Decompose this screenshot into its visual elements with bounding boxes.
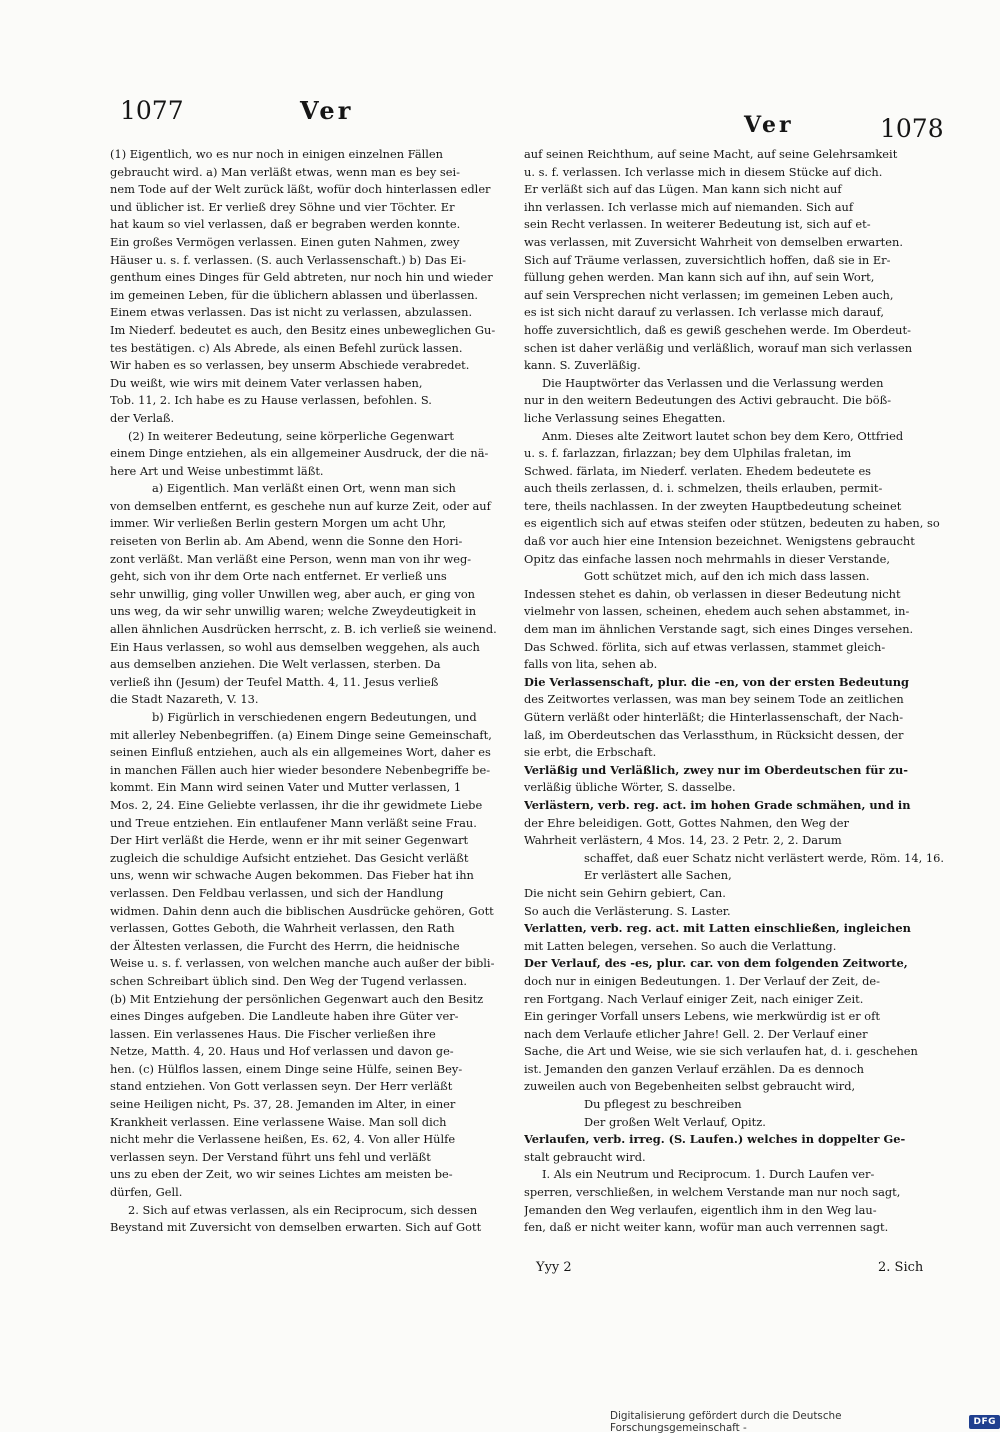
- text-line: mit allerley Nebenbegriffen. (a) Einem Dinge seine Gemeinschaft,: [110, 727, 492, 742]
- text-line: immer. Wir verließen Berlin gestern Morgen um acht Uhr,: [110, 516, 447, 531]
- text-line: Wir haben es so verlassen, bey unserm Abschiede verabredet.: [110, 358, 470, 373]
- text-line: hoffe zuversichtlich, daß es gewiß geschehen werde. Im Oberdeut-: [524, 322, 911, 337]
- text-line: Verlatten, verb. reg. act. mit Latten einschließen, ingleichen: [524, 921, 911, 936]
- left-column: [110, 146, 526, 1237]
- text-line: nicht mehr die Verlassene heißen, Es. 62, 4. Von aller Hülfe: [110, 1132, 456, 1147]
- text-line: Im Niederf. bedeutet es auch, den Besitz eines unbeweglichen Gu-: [110, 322, 496, 337]
- text-line: ihn verlassen. Ich verlasse mich auf niemanden. Sich auf: [524, 199, 854, 214]
- text-line: lassen. Ein verlassenes Haus. Die Fischer verließen ihre: [110, 1026, 436, 1041]
- catchword: 2. Sich: [878, 1260, 924, 1275]
- text-line: Ein großes Vermögen verlassen. Einen guten Nahmen, zwey: [110, 234, 460, 249]
- text-line: reiseten von Berlin ab. Am Abend, wenn die Sonne den Hori-: [110, 534, 463, 549]
- text-line: auf sein Versprechen nicht verlassen; im gemeinen Leben auch,: [524, 287, 894, 302]
- text-line: Er verläßt sich auf das Lügen. Man kann sich nicht auf: [524, 182, 842, 197]
- text-line: sie erbt, die Erbschaft.: [524, 745, 657, 760]
- text-line: hen. (c) Hülflos lassen, einem Dinge seine Hülfe, seinen Bey-: [110, 1061, 463, 1076]
- text-line: ist. Jemanden den ganzen Verlauf erzählen. Da es dennoch: [524, 1061, 864, 1076]
- text-line: seine Heiligen nicht, Ps. 37, 28. Jemanden im Alter, in einer: [110, 1097, 456, 1112]
- text-line: Der Verlauf, des -es, plur. car. von dem folgenden Zeitworte,: [524, 956, 908, 971]
- text-line: aus demselben anziehen. Die Welt verlassen, sterben. Da: [110, 657, 441, 672]
- text-line: und Treue entziehen. Ein entlaufener Mann verläßt seine Frau.: [110, 815, 477, 830]
- text-line: und üblicher ist. Er verließ drey Söhne und vier Töchter. Er: [110, 199, 455, 214]
- text-line: 2. Sich auf etwas verlassen, als ein Reciprocum, sich dessen: [128, 1202, 478, 1217]
- text-line: stand entziehen. Von Gott verlassen seyn. Der Herr verläßt: [110, 1079, 453, 1094]
- text-line: uns, wenn wir schwache Augen bekommen. Das Fieber hat ihn: [110, 868, 474, 883]
- text-line: Gott schützet mich, auf den ich mich dass lassen.: [584, 569, 870, 584]
- text-line: (1) Eigentlich, wo es nur noch in einigen einzelnen Fällen: [110, 147, 443, 161]
- text-line: eines Dinges aufgeben. Die Landleute haben ihre Güter ver-: [110, 1009, 459, 1024]
- running-head-right: Ver: [744, 112, 794, 138]
- text-line: Ein geringer Vorfall unsers Lebens, wie merkwürdig ist er oft: [524, 1009, 880, 1024]
- text-line: es ist sich nicht darauf zu verlassen. Ich verlasse mich darauf,: [524, 305, 884, 320]
- text-line: Anm. Dieses alte Zeitwort lautet schon bey dem Kero, Ottfried: [542, 428, 904, 443]
- text-line: doch nur in einigen Bedeutungen. 1. Der Verlauf der Zeit, de-: [524, 973, 881, 988]
- text-line: auch theils zerlassen, d. i. schmelzen, theils erlauben, permit-: [524, 481, 883, 496]
- text-line: ren Fortgang. Nach Verlauf einiger Zeit, nach einiger Zeit.: [524, 991, 864, 1006]
- text-line: sein Recht verlassen. In weiterer Bedeutung ist, sich auf et-: [524, 217, 871, 232]
- text-line: der Ältesten verlassen, die Furcht des Herrn, die heidnische: [110, 938, 460, 953]
- footer-text: Digitalisierung gefördert durch die Deutsche Forschungsgemeinschaft -: [610, 1410, 842, 1434]
- text-line: seinen Einfluß entziehen, auch als ein allgemeines Wort, daher es: [110, 745, 491, 760]
- text-line: tere, theils nachlassen. In der zweyten Hauptbedeutung scheinet: [524, 498, 902, 513]
- text-line: was verlassen, mit Zuversicht Wahrheit von demselben erwarten.: [524, 234, 903, 249]
- text-line: fen, daß er nicht weiter kann, wofür man auch verrennen sagt.: [524, 1220, 889, 1235]
- text-line: verlassen, Gottes Geboth, die Wahrheit verlassen, den Rath: [110, 921, 455, 936]
- text-line: Netze, Matth. 4, 20. Haus und Hof verlassen und davon ge-: [110, 1044, 454, 1059]
- text-line: verließ ihn (Jesum) der Teufel Matth. 4, 11. Jesus verließ: [110, 674, 439, 689]
- text-line: b) Figürlich in verschiedenen engern Bedeutungen, und: [152, 710, 477, 724]
- text-line: verläßig übliche Wörter, S. dasselbe.: [524, 780, 736, 795]
- text-line: schen ist daher verläßig und verläßlich, worauf man sich verlassen: [524, 340, 913, 355]
- text-line: Schwed. färlata, im Niederf. verlaten. Ehedem bedeutete es: [524, 463, 872, 478]
- text-line: allen ähnlichen Ausdrücken herrscht, z. B. ich verließ sie weinend.: [110, 622, 497, 637]
- text-line: zugleich die schuldige Aufsicht entziehet. Das Gesicht verläßt: [110, 850, 469, 865]
- right-column: [524, 146, 944, 1237]
- text-line: So auch die Verlästerung. S. Laster.: [524, 903, 731, 918]
- digitization-footer: [610, 1412, 1000, 1432]
- text-line: nur in den weitern Bedeutungen des Activi gebraucht. Die böß-: [524, 393, 892, 408]
- text-line: here Art und Weise unbestimmt läßt.: [110, 463, 324, 478]
- text-line: Mos. 2, 24. Eine Geliebte verlassen, ihr die ihr gewidmete Liebe: [110, 797, 483, 812]
- text-line: des Zeitwortes verlassen, was man bey seinem Tode an zeitlichen: [524, 692, 904, 707]
- page-number-left: 1077: [120, 96, 184, 125]
- text-line: u. s. f. farlazzan, firlazzan; bey dem Ulphilas fraletan, im: [524, 446, 852, 461]
- text-line: dem man im ähnlichen Verstande sagt, sich eines Dinges versehen.: [524, 622, 914, 637]
- running-head-left: Ver: [300, 96, 354, 125]
- text-line: Ein Haus verlassen, so wohl aus demselben weggehen, als auch: [110, 639, 480, 654]
- text-line: Die Hauptwörter das Verlassen und die Verlassung werden: [542, 375, 884, 390]
- text-line: Opitz das einfache lassen noch mehrmahls in dieser Verstande,: [524, 551, 891, 566]
- text-line: Das Schwed. förlita, sich auf etwas verlassen, stammet gleich-: [524, 639, 886, 654]
- text-line: Tob. 11, 2. Ich habe es zu Hause verlassen, befohlen. S.: [110, 393, 432, 408]
- text-line: geht, sich von ihr dem Orte nach entfernet. Er verließ uns: [110, 569, 447, 584]
- text-line: genthum eines Dinges für Geld abtreten, nur noch hin und wieder: [110, 270, 493, 285]
- text-line: Er verlästert alle Sachen,: [584, 868, 732, 883]
- text-line: Verlästern, verb. reg. act. im hohen Grade schmähen, und in: [524, 797, 911, 812]
- text-line: Weise u. s. f. verlassen, von welchen manche auch außer der bibli-: [110, 956, 495, 971]
- text-line: uns zu eben der Zeit, wo wir seines Lichtes am meisten be-: [110, 1167, 453, 1182]
- text-line: u. s. f. verlassen. Ich verlasse mich in diesem Stücke auf dich.: [524, 164, 883, 179]
- text-line: dürfen, Gell.: [110, 1185, 183, 1200]
- text-line: sperren, verschließen, in welchem Verstande man nur noch sagt,: [524, 1185, 901, 1200]
- text-line: verlassen. Den Feldbau verlassen, und sich der Handlung: [110, 885, 444, 900]
- text-line: Wahrheit verlästern, 4 Mos. 14, 23. 2 Petr. 2, 2. Darum: [524, 833, 842, 848]
- text-line: Die nicht sein Gehirn gebiert, Can.: [524, 885, 726, 900]
- text-line: stalt gebraucht wird.: [524, 1149, 646, 1164]
- text-line: (2) In weiterer Bedeutung, seine körperliche Gegenwart: [128, 428, 454, 443]
- text-line: verlassen seyn. Der Verstand führt uns fehl und verläßt: [110, 1149, 431, 1164]
- text-line: kann. S. Zuverläßig.: [524, 358, 641, 373]
- text-line: der Verlaß.: [110, 410, 175, 425]
- text-line: Verläßig und Verläßlich, zwey nur im Oberdeutschen für zu-: [524, 762, 908, 777]
- text-line: schen Schreibart üblich sind. Den Weg der Tugend verlassen.: [110, 973, 467, 988]
- text-line: kommt. Ein Mann wird seinen Vater und Mutter verlassen, 1: [110, 780, 462, 795]
- text-line: Sich auf Träume verlassen, zuversichtlich hoffen, daß sie in Er-: [524, 252, 891, 267]
- text-line: Verlaufen, verb. irreg. (S. Laufen.) welches in doppelter Ge-: [524, 1132, 906, 1147]
- text-line: falls von lita, sehen ab.: [524, 657, 658, 672]
- text-line: in manchen Fällen auch hier wieder besondere Nebenbegriffe be-: [110, 762, 491, 777]
- text-line: es eigentlich sich auf etwas steifen oder stützen, bedeuten zu haben, so: [524, 516, 940, 531]
- text-line: Beystand mit Zuversicht von demselben erwarten. Sich auf Gott: [110, 1220, 482, 1235]
- text-line: schaffet, daß euer Schatz nicht verlästert werde, Röm. 14, 16.: [584, 850, 944, 865]
- text-line: im gemeinen Leben, für die üblichern ablassen und überlassen.: [110, 287, 479, 302]
- text-line: Indessen stehet es dahin, ob verlassen in dieser Bedeutung nicht: [524, 586, 901, 601]
- text-line: Häuser u. s. f. verlassen. (S. auch Verlassenschaft.) b) Das Ei-: [110, 252, 466, 267]
- dfg-logo: DFG: [969, 1415, 1000, 1429]
- text-line: liche Verlassung seines Ehegatten.: [524, 410, 726, 425]
- text-line: gebraucht wird. a) Man verläßt etwas, wenn man es bey sei-: [110, 164, 460, 179]
- text-line: a) Eigentlich. Man verläßt einen Ort, wenn man sich: [152, 481, 456, 496]
- text-line: sehr unwillig, ging voller Unwillen weg, aber auch, er ging von: [110, 586, 476, 601]
- text-line: widmen. Dahin denn auch die biblischen Ausdrücke gehören, Gott: [110, 903, 494, 918]
- text-line: tes bestätigen. c) Als Abrede, als einen Befehl zurück lassen.: [110, 340, 463, 355]
- text-line: Die Verlassenschaft, plur. die -en, von der ersten Bedeutung: [524, 674, 909, 689]
- text-line: Der großen Welt Verlauf, Opitz.: [584, 1114, 766, 1129]
- text-line: I. Als ein Neutrum und Reciprocum. 1. Durch Laufen ver-: [542, 1167, 875, 1182]
- text-line: (b) Mit Entziehung der persönlichen Gegenwart auch den Besitz: [110, 991, 484, 1006]
- text-line: der Ehre beleidigen. Gott, Gottes Nahmen, den Weg der: [524, 815, 849, 830]
- text-line: die Stadt Nazareth, V. 13.: [110, 692, 259, 707]
- text-line: hat kaum so viel verlassen, daß er begraben werden konnte.: [110, 217, 461, 232]
- text-line: zont verläßt. Man verläßt eine Person, wenn man von ihr weg-: [110, 551, 472, 566]
- text-line: Jemanden den Weg verlaufen, eigentlich ihm in den Weg lau-: [524, 1202, 877, 1217]
- text-line: Du weißt, wie wirs mit deinem Vater verlassen haben,: [110, 375, 423, 390]
- text-line: von demselben entfernt, es geschehe nun auf kurze Zeit, oder auf: [110, 498, 491, 513]
- text-line: auf seinen Reichthum, auf seine Macht, auf seine Gelehrsamkeit: [524, 147, 898, 161]
- text-line: daß vor auch hier eine Intension bezeichnet. Wenigstens gebraucht: [524, 534, 915, 549]
- text-line: zuweilen auch von Begebenheiten selbst gebraucht wird,: [524, 1079, 856, 1094]
- text-line: Der Hirt verläßt die Herde, wenn er ihr mit seiner Gegenwart: [110, 833, 469, 848]
- text-line: füllung gehen werden. Man kann sich auf ihn, auf sein Wort,: [524, 270, 875, 285]
- text-line: Gütern verläßt oder hinterläßt; die Hinterlassenschaft, der Nach-: [524, 710, 904, 724]
- text-line: Krankheit verlassen. Eine verlassene Waise. Man soll dich: [110, 1114, 447, 1129]
- text-line: Sache, die Art und Weise, wie sie sich verlaufen hat, d. i. geschehen: [524, 1044, 918, 1059]
- text-line: vielmehr von lassen, scheinen, ehedem auch sehen abstammet, in-: [524, 604, 910, 619]
- text-line: nach dem Verlaufe etlicher Jahre! Gell. 2. Der Verlauf einer: [524, 1026, 868, 1041]
- text-line: uns weg, da wir sehr unwillig waren; welche Zweydeutigkeit in: [110, 604, 477, 619]
- page-number-right: 1078: [880, 114, 944, 143]
- text-line: einem Dinge entziehen, als ein allgemeiner Ausdruck, der die nä-: [110, 446, 489, 461]
- text-line: mit Latten belegen, versehen. So auch die Verlattung.: [524, 938, 837, 953]
- text-line: Einem etwas verlassen. Das ist nicht zu verlassen, abzulassen.: [110, 305, 473, 320]
- signature-mark: Yyy 2: [536, 1260, 572, 1275]
- text-line: Du pflegest zu beschreiben: [584, 1097, 742, 1112]
- text-line: laß, im Oberdeutschen das Verlassthum, in Rücksicht dessen, der: [524, 727, 904, 742]
- text-line: nem Tode auf der Welt zurück läßt, wofür doch hinterlassen edler: [110, 182, 491, 197]
